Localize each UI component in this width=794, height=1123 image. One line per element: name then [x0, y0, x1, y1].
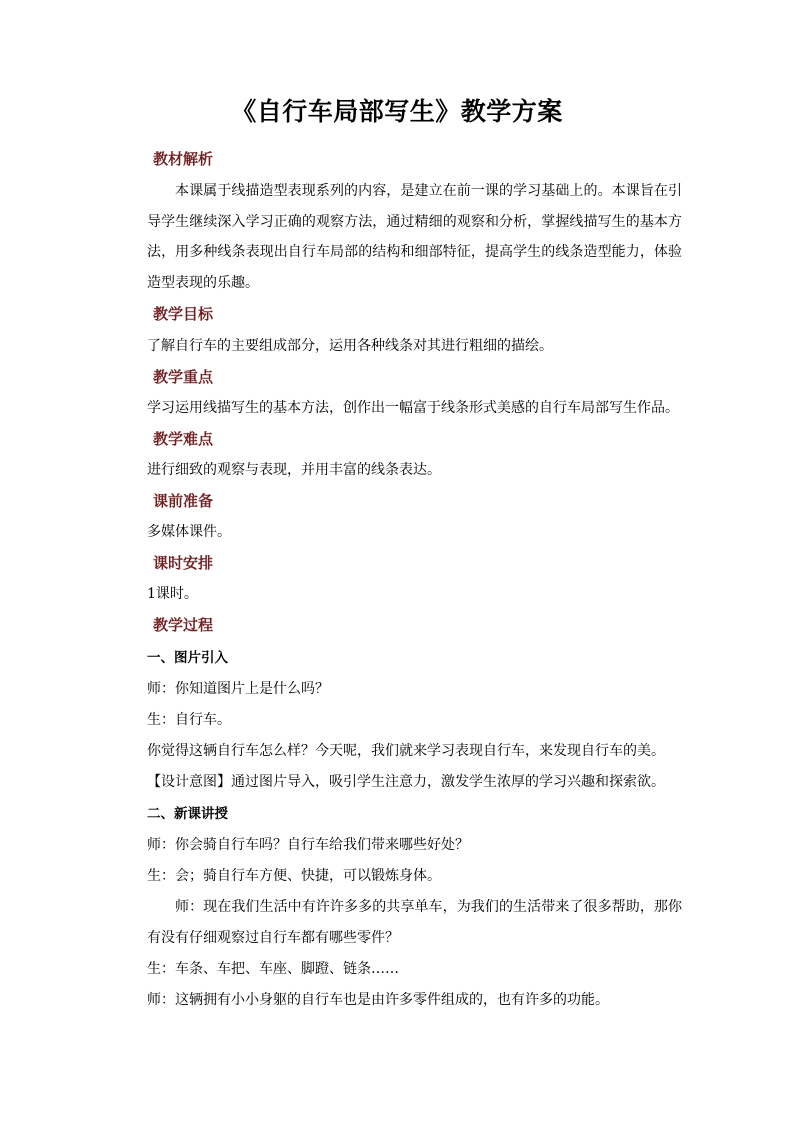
- heading-process: 教学过程: [153, 616, 214, 634]
- design-intent-line: 【设计意图】通过图片导入，吸引学生注意力，激发学生浓厚的学习兴趣和探索欲。: [147, 774, 665, 790]
- paragraph-analysis: 本课属于线描造型表现系列的内容，是建立在前一课的学习基础上的。本课旨在引导学生继续深入学习正确的观察方法，通过精细的观察和分析，掌握线描写生的基本方法，用多种线条表现出自行车局部的结构和细部特征，提高学生的线条造型能力，体验造型表现的乐趣。: [147, 183, 682, 291]
- document-title: 《自行车局部写生》教学方案: [231, 97, 563, 126]
- text-difficulty: 进行细致的观察与表现，并用丰富的线条表达。: [147, 462, 441, 478]
- heading-key: 教学重点: [153, 368, 214, 386]
- dialogue-line: 师：你知道图片上是什么吗？: [147, 681, 329, 697]
- dialogue-line: 生：会；骑自行车方便、快捷，可以锻炼身体。: [147, 868, 441, 884]
- dialogue-line: 师：这辆拥有小小身躯的自行车也是由许多零件组成的，也有许多的功能。: [147, 992, 609, 1008]
- text-goal: 了解自行车的主要组成部分，运用各种线条对其进行粗细的描绘。: [147, 338, 553, 354]
- text-schedule: 1课时。: [147, 586, 198, 602]
- dialogue-line: 你觉得这辆自行车怎么样？今天呢，我们就来学习表现自行车，来发现自行车的美。: [147, 743, 665, 759]
- dialogue-line: 生：车条、车把、车座、脚蹬、链条……: [147, 961, 399, 977]
- heading-schedule: 课时安排: [153, 554, 214, 572]
- heading-difficulty: 教学难点: [153, 430, 214, 448]
- subheading-new-lesson: 二、新课讲授: [147, 806, 228, 822]
- dialogue-line: 师：你会骑自行车吗？自行车给我们带来哪些好处？: [147, 837, 469, 853]
- text-key: 学习运用线描写生的基本方法，创作出一幅富于线条形式美感的自行车局部写生作品。: [147, 400, 679, 416]
- heading-prep: 课前准备: [153, 492, 214, 510]
- text-prep: 多媒体课件。: [147, 524, 231, 540]
- paragraph-teacher-question: 师：现在我们生活中有许许多多的共享单车，为我们的生活带来了很多帮助，那你有没有仔细观察过自行车都有哪些零件？: [147, 899, 682, 946]
- heading-goal: 教学目标: [153, 305, 214, 323]
- heading-analysis: 教材解析: [153, 150, 214, 168]
- subheading-picture-intro: 一、图片引入: [147, 650, 228, 666]
- dialogue-line: 生：自行车。: [147, 712, 231, 728]
